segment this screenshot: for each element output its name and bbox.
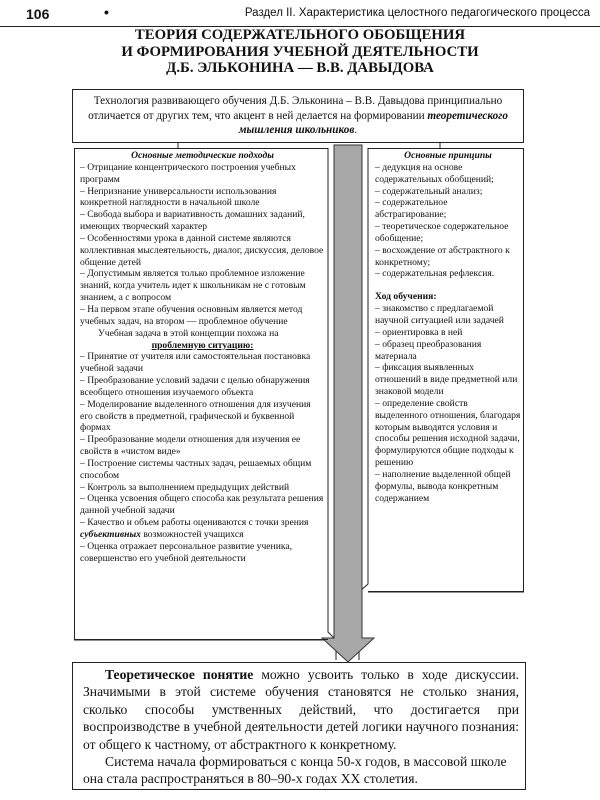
theoretical-concept-term: Теоретическое понятие [105,667,254,682]
course-item: – определение свойств выделенного отношения, благодаря которым выводятся условия и способы решения исходной задачи, формулируются общие подходы к решению [375,397,521,469]
quality-item [80,517,325,541]
title-line-1: ТЕОРИЯ СОДЕРЖАТЕЛЬНОГО ОБОБЩЕНИЯ [134,27,466,43]
intro-text: Технология развивающего обучения Д.Б. Эльконина – В.В. Давыдова принципиально отличается от других тем, что акцент в ней делается на формировании [88,95,503,122]
quality-text-a: – Качество и объем работы оцениваются с точки зрения [80,517,309,529]
principle-item: – содержательное абстрагирование; [375,197,448,221]
course-item: – наполнение выделенной общей формулы, вывода конкретным содержанием [375,468,511,504]
approach-item: – На первом этапе обучения основным является метод учебных задач, на втором — проблемное обучение [80,303,303,327]
conclusion-paragraph-2: Система начала формироваться с конца 50-х годов, в массовой школе она стала распространяться в 80–90-х годах XX столетия. [83,754,507,787]
approach-item: – Допустимым является только проблемное изложение знаний, когда учитель идет к школьникам не с готовым знанием, а с вопросом [80,268,306,304]
intro-emphasis: теоретического мышления школьников [238,109,508,136]
task-step: – Принятие от учителя или самостоятельная постановка учебной задачи [80,351,311,375]
quality-text-b: возможностей учащихся [140,529,244,540]
title-line-3: Д.Б. ЭЛЬКОНИНА — В.В. ДАВЫДОВА [166,60,434,76]
course-title: Ход обучения: [375,291,437,303]
principle-item: – содержательная рефлексия. [375,268,495,280]
conclusion-text-1: можно усвоить только в ходе дискуссии. Значимыми в этой системе обучения становятся не столько знания, сколько способы умственных действий, что достигается при воспроизводстве в учебной деятельности детей логики научного познания: от общего к частному, от абстрактного к конкретному. [83,667,520,752]
course-item: – знакомство с предлагаемой научной ситуацией или задачей [375,303,504,326]
intro-end: . [354,124,358,136]
approach-item: – Свобода выбора и вариативность домашних заданий, имеющих творческий характер [80,209,305,233]
task-step: – Моделирование выделенного отношения для изучения его свойств в предметной, графической и буквенной формах [80,398,311,434]
task-step: – Построение системы частных задач, решаемых общим способом [80,457,312,481]
conclusion-paragraph-1 [83,666,519,753]
task-step: – Контроль за выполнением предыдущих действий [80,481,290,493]
approach-item: – Непризнание универсальности использования конкретной наглядности в начальной школе [80,185,277,209]
title-line-2: И ФОРМИРОВАНИЯ УЧЕБНОЙ ДЕЯТЕЛЬНОСТИ [121,43,479,60]
quality-emphasis: субъективных [80,529,141,540]
task-step: – Оценка отражает персональное развитие ученика, совершенство его учебной деятельности [80,540,292,564]
task-emphasis: проблемную ситуацию: [151,339,254,351]
principle-item: – теоретическое содержательное обобщение; [375,221,509,244]
central-down-arrow [322,145,374,662]
principle-item: – дедукция на основе содержательных обобщений; [375,161,494,185]
task-step: – Преобразование модели отношения для изучения ее свойств в «чистом виде» [80,434,301,458]
principles-column [368,148,524,592]
course-item: – образец преобразования материала [375,338,482,362]
approach-item: – Отрицание концентрического построения учебных программ [80,161,296,185]
header-bullet: • [104,4,109,20]
task-step: – Преобразование условий задачи с целью обнаружения всеобщего отношения изучаемого объекта [80,375,310,398]
task-step: – Оценка усвоения общего способа как результата решения данной учебной задачи [80,493,324,517]
task-lead: Учебная задача в этой концепции похожа на [98,327,279,339]
course-item: – ориентировка в ней [375,326,463,338]
section-header: Раздел II. Характеристика целостного педагогического процесса [244,7,590,19]
principle-item: – восхождение от абстрактного к конкретному; [375,244,510,268]
left-column-title: Основные методические подходы [131,150,274,161]
conclusion-box [72,662,526,790]
course-item: – фиксация выявленных отношений в виде предметной или знаковой модели [375,362,518,398]
principle-item: – содержательный анализ; [375,185,483,197]
approach-item: – Особенностями урока в данной системе являются коллективная мыслеятельность, диалог, дискуссия, деловое общение детей [80,232,324,268]
page-number: 106 [26,6,50,22]
right-column-title: Основные принципы [404,150,492,161]
methodical-approaches-column [74,148,328,640]
